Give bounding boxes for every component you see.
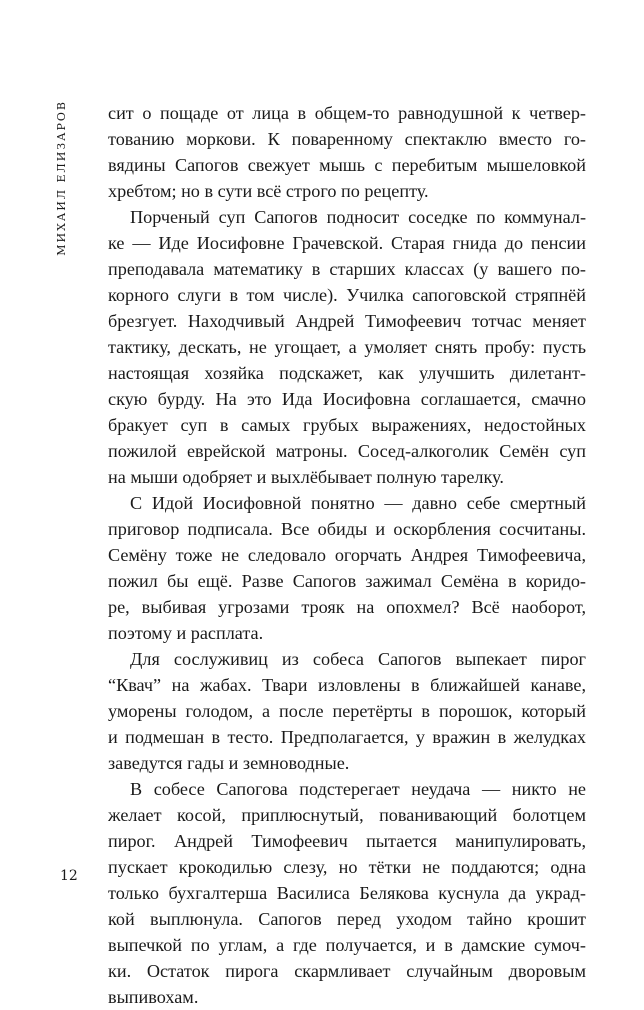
text-line: кой выплюнула. Сапогов перед уходом тайно крошит [108,909,586,929]
running-head-author: МИХАИЛ ЕЛИЗАРОВ [55,100,68,256]
text-line: корного слуги в том числе). Училка сапоговской стряпнёй [108,285,586,305]
text-line: тованию моркови. К поваренному спектаклю вместо го- [108,129,586,149]
text-line: тактику, дескать, не угощает, а умоляет снять пробу: пусть [108,337,586,357]
running-head [52,100,72,310]
text-line: заведутся гады и земноводные. [108,753,350,773]
page-number: 12 [60,868,78,884]
text-line: ре, выбивая угрозами трояк на опохмел? Всё наоборот, [108,597,586,617]
text-line: хребтом; но в сути всё строго по рецепту. [108,181,429,201]
text-line: выпивохам. [108,987,199,1007]
text-line: только бухгалтерша Василиса Белякова куснула да украд- [108,883,586,903]
text-line: настоящая хозяйка подскажет, как улучшить дилетант- [108,363,586,383]
text-line: на мыши одобряет и выхлёбывает полную тарелку. [108,467,504,487]
text-line: и подмешан в тесто. Предполагается, у вражин в желудках [108,727,586,747]
text-line: пускает крокодилью слезу, но тётки не поддаются; одна [108,857,586,877]
text-line: Порченый суп Сапогов подносит соседке по коммунал- [130,207,586,227]
text-line: “Квач” на жабах. Твари изловлены в ближайшей канаве, [108,675,586,695]
body-text [108,100,586,1010]
text-line: поэтому и расплата. [108,623,264,643]
text-line: выпечкой по углам, а где получается, и в дамские сумоч- [108,935,586,955]
text-line: желает косой, приплюснутый, пованивающий болотцем [108,805,586,825]
text-line: брезгует. Находчивый Андрей Тимофеевич тотчас меняет [108,311,586,331]
text-line: пирог. Андрей Тимофеевич пытается манипулировать, [108,831,586,851]
text-line: ки. Остаток пирога скармливает случайным дворовым [108,961,586,981]
text-line: Семёну тоже не следовало огорчать Андрея Тимофеевича, [108,545,586,565]
text-line: пожилой еврейской матроны. Сосед-алкоголик Семён суп [108,441,586,461]
text-line: скую бурду. На это Ида Иосифовна соглашается, смачно [108,389,586,409]
text-line: приговор подписала. Все обиды и оскорбления сосчитаны. [108,519,586,539]
text-line: С Идой Иосифовной понятно — давно себе смертный [130,493,586,513]
text-line: пожил бы ещё. Разве Сапогов зажимал Семёна в коридо- [108,571,586,591]
text-line: ке — Иде Иосифовне Грачевской. Старая гнида до пенсии [108,233,586,253]
text-line: уморены голодом, а после перетёрты в порошок, который [108,701,586,721]
text-line: преподавала математику в старших классах (у вашего по- [108,259,586,279]
text-line: бракует суп в самых грубых выражениях, недостойных [108,415,586,435]
text-line: В собесе Сапогова подстерегает неудача — никто не [130,779,586,799]
text-line: вядины Сапогов свежует мышь с перебитым мышеловкой [108,155,586,175]
text-line: Для сослуживиц из собеса Сапогов выпекает пирог [130,649,586,669]
text-line: сит о пощаде от лица в общем-то равнодушной к четвер- [108,103,586,123]
